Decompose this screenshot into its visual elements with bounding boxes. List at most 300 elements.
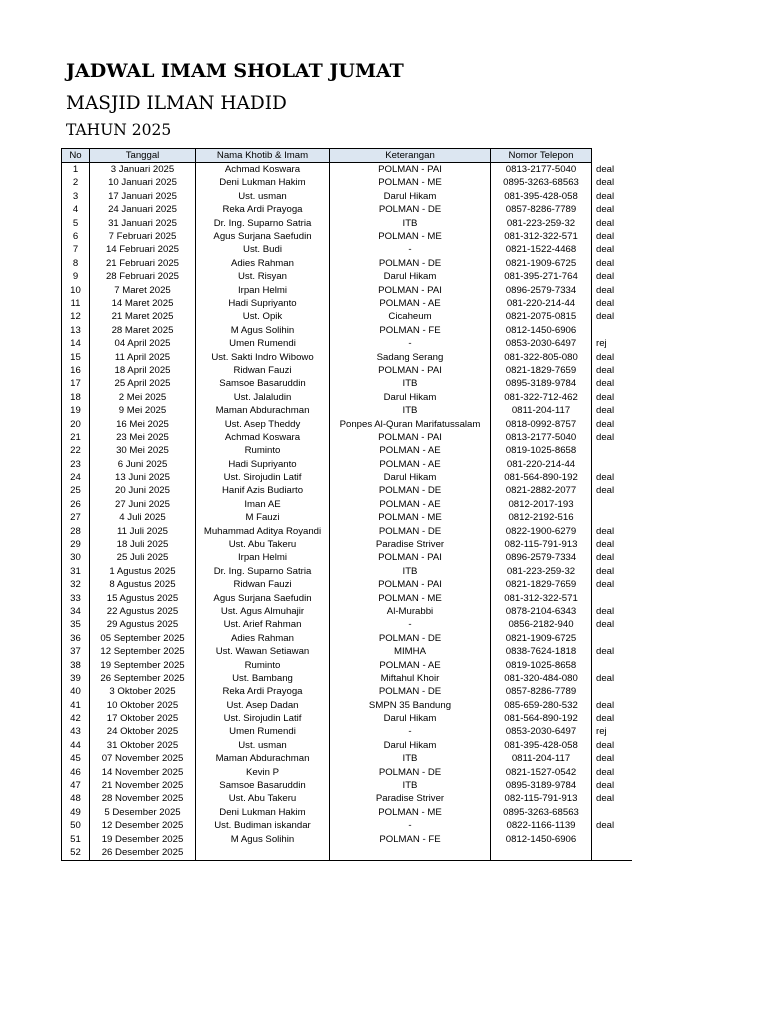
cell-tanggal: 18 Juli 2025 bbox=[90, 538, 196, 551]
table-row bbox=[62, 324, 632, 337]
cell-keterangan: POLMAN - DE bbox=[330, 525, 491, 538]
cell-keterangan: Miftahul Khoir bbox=[330, 672, 491, 685]
cell-nama: Umen Rumendi bbox=[196, 337, 330, 350]
year-label: TAHUN 2025 bbox=[66, 121, 172, 139]
cell-keterangan: POLMAN - DE bbox=[330, 766, 491, 779]
cell-tanggal: 10 Oktober 2025 bbox=[90, 699, 196, 712]
cell-nama: Achmad Koswara bbox=[196, 431, 330, 444]
cell-telepon: 0811-204-117 bbox=[491, 404, 592, 417]
cell-keterangan: POLMAN - FE bbox=[330, 833, 491, 846]
table-row bbox=[62, 257, 632, 270]
cell-keterangan: POLMAN - FE bbox=[330, 324, 491, 337]
table-row bbox=[62, 712, 632, 725]
cell-tanggal: 22 Agustus 2025 bbox=[90, 605, 196, 618]
cell-status: deal bbox=[596, 539, 615, 551]
cell-status: deal bbox=[596, 418, 615, 430]
cell-telepon: 0895-3189-9784 bbox=[491, 779, 592, 792]
cell-keterangan: - bbox=[330, 726, 491, 739]
table-header-row bbox=[62, 149, 632, 163]
cell-no: 10 bbox=[62, 284, 90, 297]
table-row bbox=[62, 204, 632, 217]
cell-tanggal: 25 April 2025 bbox=[90, 378, 196, 391]
table-row bbox=[62, 230, 632, 243]
cell-telepon: 0896-2579-7334 bbox=[491, 552, 592, 565]
cell-no: 43 bbox=[62, 726, 90, 739]
cell-telepon: 0853-2030-6497 bbox=[491, 726, 592, 739]
cell-status bbox=[592, 592, 632, 605]
cell-status: deal bbox=[596, 284, 615, 296]
cell-status: deal bbox=[596, 271, 615, 283]
cell-telepon: 081-564-890-192 bbox=[491, 471, 592, 484]
cell-telepon: 0821-2075-0815 bbox=[491, 311, 592, 324]
cell-no: 13 bbox=[62, 324, 90, 337]
cell-nama: Hadi Supriyanto bbox=[196, 458, 330, 471]
cell-no: 42 bbox=[62, 712, 90, 725]
cell-tanggal: 31 Oktober 2025 bbox=[90, 739, 196, 752]
cell-telepon: 081-322-712-462 bbox=[491, 391, 592, 404]
table-row bbox=[62, 779, 632, 792]
cell-keterangan: - bbox=[330, 337, 491, 350]
cell-keterangan: MIMHA bbox=[330, 645, 491, 658]
cell-nama: Ust. Asep Dadan bbox=[196, 699, 330, 712]
cell-no: 20 bbox=[62, 418, 90, 431]
cell-no: 26 bbox=[62, 498, 90, 511]
cell-keterangan: POLMAN - AE bbox=[330, 498, 491, 511]
table-row bbox=[62, 565, 632, 578]
cell-nama: Agus Surjana Saefudin bbox=[196, 230, 330, 243]
cell-status: deal bbox=[596, 311, 615, 323]
cell-telepon: 0822-1166-1139 bbox=[491, 820, 592, 833]
cell-nama: Deni Lukman Hakim bbox=[196, 177, 330, 190]
cell-nama: Achmad Koswara bbox=[196, 163, 330, 177]
table-row bbox=[62, 806, 632, 819]
table-row bbox=[62, 284, 632, 297]
cell-nama: Samsoe Basaruddin bbox=[196, 378, 330, 391]
cell-no: 16 bbox=[62, 364, 90, 377]
cell-tanggal: 17 Januari 2025 bbox=[90, 190, 196, 203]
column-header-status bbox=[592, 149, 632, 163]
column-header-keterangan: Keterangan bbox=[330, 149, 491, 163]
cell-status: deal bbox=[596, 297, 615, 309]
cell-nama: Ust. Budiman iskandar bbox=[196, 820, 330, 833]
cell-no: 50 bbox=[62, 820, 90, 833]
table-row bbox=[62, 605, 632, 618]
cell-status: deal bbox=[596, 217, 615, 229]
cell-telepon: 081-395-428-058 bbox=[491, 190, 592, 203]
cell-keterangan: Darul Hikam bbox=[330, 271, 491, 284]
cell-status: deal bbox=[596, 405, 615, 417]
cell-keterangan: ITB bbox=[330, 217, 491, 230]
cell-status: deal bbox=[596, 485, 615, 497]
cell-status bbox=[592, 458, 632, 471]
table-row bbox=[62, 672, 632, 685]
cell-keterangan: POLMAN - PAI bbox=[330, 364, 491, 377]
cell-nama: M Agus Solihin bbox=[196, 833, 330, 846]
cell-nama: Adies Rahman bbox=[196, 257, 330, 270]
cell-nama: Deni Lukman Hakim bbox=[196, 806, 330, 819]
cell-telepon: 0821-1527-0542 bbox=[491, 766, 592, 779]
cell-tanggal: 21 Maret 2025 bbox=[90, 311, 196, 324]
cell-nama: Ust. Agus Almuhajir bbox=[196, 605, 330, 618]
cell-telepon: 081-320-484-080 bbox=[491, 672, 592, 685]
cell-telepon: 0896-2579-7334 bbox=[491, 284, 592, 297]
cell-status: deal bbox=[596, 391, 615, 403]
cell-telepon: 0813-2177-5040 bbox=[491, 431, 592, 444]
page-title: JADWAL IMAM SHOLAT JUMAT bbox=[66, 60, 404, 82]
cell-no: 34 bbox=[62, 605, 90, 618]
cell-no: 40 bbox=[62, 686, 90, 699]
cell-nama: Ust. Budi bbox=[196, 244, 330, 257]
cell-nama: Ust. Sirojudin Latif bbox=[196, 471, 330, 484]
cell-telepon bbox=[491, 846, 592, 860]
cell-no: 36 bbox=[62, 632, 90, 645]
table-row bbox=[62, 753, 632, 766]
cell-nama: Ust. Sirojudin Latif bbox=[196, 712, 330, 725]
cell-status: deal bbox=[596, 739, 615, 751]
cell-no: 2 bbox=[62, 177, 90, 190]
cell-tanggal: 17 Oktober 2025 bbox=[90, 712, 196, 725]
cell-nama: Ust. usman bbox=[196, 739, 330, 752]
cell-telepon: 0819-1025-8658 bbox=[491, 445, 592, 458]
cell-nama: Hanif Azis Budiarto bbox=[196, 485, 330, 498]
cell-nama: Maman Abdurachman bbox=[196, 404, 330, 417]
cell-status bbox=[592, 686, 632, 699]
table-row bbox=[62, 632, 632, 645]
cell-telepon: 081-220-214-44 bbox=[491, 458, 592, 471]
table-row bbox=[62, 619, 632, 632]
cell-telepon: 0821-1909-6725 bbox=[491, 257, 592, 270]
cell-no: 44 bbox=[62, 739, 90, 752]
cell-nama: Ust. Risyan bbox=[196, 271, 330, 284]
cell-tanggal: 04 April 2025 bbox=[90, 337, 196, 350]
cell-telepon: 0821-2882-2077 bbox=[491, 485, 592, 498]
cell-nama: M Agus Solihin bbox=[196, 324, 330, 337]
cell-no: 7 bbox=[62, 244, 90, 257]
cell-telepon: 081-395-271-764 bbox=[491, 271, 592, 284]
cell-keterangan bbox=[330, 846, 491, 860]
cell-keterangan: Paradise Striver bbox=[330, 538, 491, 551]
cell-keterangan: Darul Hikam bbox=[330, 391, 491, 404]
cell-telepon: 082-115-791-913 bbox=[491, 793, 592, 806]
table-row bbox=[62, 739, 632, 752]
cell-keterangan: ITB bbox=[330, 378, 491, 391]
table-row bbox=[62, 351, 632, 364]
table-row bbox=[62, 244, 632, 257]
cell-nama: Maman Abdurachman bbox=[196, 753, 330, 766]
cell-tanggal: 16 Mei 2025 bbox=[90, 418, 196, 431]
cell-keterangan: POLMAN - ME bbox=[330, 512, 491, 525]
cell-status: deal bbox=[596, 699, 615, 711]
table-row bbox=[62, 177, 632, 190]
table-row bbox=[62, 699, 632, 712]
cell-telepon: 0812-2017-193 bbox=[491, 498, 592, 511]
cell-status bbox=[592, 512, 632, 525]
cell-keterangan: SMPN 35 Bandung bbox=[330, 699, 491, 712]
cell-tanggal: 19 Desember 2025 bbox=[90, 833, 196, 846]
cell-keterangan: POLMAN - PAI bbox=[330, 552, 491, 565]
cell-no: 24 bbox=[62, 471, 90, 484]
cell-no: 11 bbox=[62, 297, 90, 310]
cell-keterangan: POLMAN - DE bbox=[330, 257, 491, 270]
cell-tanggal: 18 April 2025 bbox=[90, 364, 196, 377]
cell-keterangan: POLMAN - ME bbox=[330, 592, 491, 605]
cell-status: deal bbox=[596, 820, 615, 832]
table-row bbox=[62, 431, 632, 444]
cell-status: deal bbox=[596, 646, 615, 658]
cell-no: 1 bbox=[62, 163, 90, 177]
cell-no: 23 bbox=[62, 458, 90, 471]
cell-nama: Ust. Abu Takeru bbox=[196, 793, 330, 806]
cell-tanggal: 21 November 2025 bbox=[90, 779, 196, 792]
cell-telepon: 0812-1450-6906 bbox=[491, 833, 592, 846]
cell-status: deal bbox=[596, 525, 615, 537]
cell-tanggal: 24 Oktober 2025 bbox=[90, 726, 196, 739]
cell-keterangan: POLMAN - AE bbox=[330, 659, 491, 672]
column-header-no: No bbox=[62, 149, 90, 163]
cell-telepon: 0821-1829-7659 bbox=[491, 364, 592, 377]
cell-tanggal: 1 Agustus 2025 bbox=[90, 565, 196, 578]
table-row bbox=[62, 445, 632, 458]
column-header-telepon: Nomor Telepon bbox=[491, 149, 592, 163]
cell-no: 6 bbox=[62, 230, 90, 243]
cell-status: deal bbox=[596, 177, 615, 189]
table-row bbox=[62, 471, 632, 484]
cell-nama: Kevin P bbox=[196, 766, 330, 779]
page-subtitle: MASJID ILMAN HADID bbox=[66, 93, 287, 114]
cell-tanggal: 11 Juli 2025 bbox=[90, 525, 196, 538]
cell-no: 17 bbox=[62, 378, 90, 391]
cell-telepon: 081-223-259-32 bbox=[491, 565, 592, 578]
cell-status: deal bbox=[596, 619, 615, 631]
cell-keterangan: - bbox=[330, 244, 491, 257]
cell-status: deal bbox=[596, 257, 615, 269]
cell-nama: Ust. Arief Rahman bbox=[196, 619, 330, 632]
cell-status: deal bbox=[596, 780, 615, 792]
cell-nama: Umen Rumendi bbox=[196, 726, 330, 739]
cell-no: 18 bbox=[62, 391, 90, 404]
cell-telepon: 0878-2104-6343 bbox=[491, 605, 592, 618]
cell-no: 39 bbox=[62, 672, 90, 685]
cell-nama: Iman AE bbox=[196, 498, 330, 511]
cell-status: rej bbox=[596, 338, 607, 350]
table-row bbox=[62, 378, 632, 391]
cell-tanggal: 11 April 2025 bbox=[90, 351, 196, 364]
cell-no: 37 bbox=[62, 645, 90, 658]
cell-nama: Reka Ardi Prayoga bbox=[196, 204, 330, 217]
column-header-nama: Nama Khotib & Imam bbox=[196, 149, 330, 163]
cell-status: deal bbox=[596, 472, 615, 484]
cell-status bbox=[592, 445, 632, 458]
cell-keterangan: POLMAN - AE bbox=[330, 297, 491, 310]
cell-no: 22 bbox=[62, 445, 90, 458]
cell-nama: Samsoe Basaruddin bbox=[196, 779, 330, 792]
cell-no: 19 bbox=[62, 404, 90, 417]
cell-status bbox=[592, 659, 632, 672]
cell-no: 35 bbox=[62, 619, 90, 632]
table-row bbox=[62, 793, 632, 806]
cell-nama: Ust. Opik bbox=[196, 311, 330, 324]
cell-status: deal bbox=[596, 163, 615, 175]
cell-status bbox=[592, 846, 632, 860]
cell-telepon: 0853-2030-6497 bbox=[491, 337, 592, 350]
cell-keterangan: ITB bbox=[330, 404, 491, 417]
cell-tanggal: 27 Juni 2025 bbox=[90, 498, 196, 511]
table-row bbox=[62, 579, 632, 592]
table-row bbox=[62, 163, 632, 177]
cell-status: deal bbox=[596, 190, 615, 202]
cell-status bbox=[592, 632, 632, 645]
cell-no: 51 bbox=[62, 833, 90, 846]
cell-tanggal: 31 Januari 2025 bbox=[90, 217, 196, 230]
cell-status bbox=[592, 324, 632, 337]
cell-nama: Ust. Jalaludin bbox=[196, 391, 330, 404]
cell-nama: Irpan Helmi bbox=[196, 552, 330, 565]
cell-tanggal: 7 Maret 2025 bbox=[90, 284, 196, 297]
cell-keterangan: ITB bbox=[330, 753, 491, 766]
cell-tanggal: 3 Oktober 2025 bbox=[90, 686, 196, 699]
cell-tanggal: 26 September 2025 bbox=[90, 672, 196, 685]
cell-telepon: 0812-1450-6906 bbox=[491, 324, 592, 337]
table-row bbox=[62, 271, 632, 284]
table-row bbox=[62, 820, 632, 833]
cell-status: deal bbox=[596, 753, 615, 765]
cell-status bbox=[592, 833, 632, 846]
cell-no: 9 bbox=[62, 271, 90, 284]
cell-no: 21 bbox=[62, 431, 90, 444]
cell-status: deal bbox=[596, 364, 615, 376]
cell-keterangan: ITB bbox=[330, 779, 491, 792]
cell-status: deal bbox=[596, 204, 615, 216]
cell-keterangan: Darul Hikam bbox=[330, 739, 491, 752]
cell-nama: M Fauzi bbox=[196, 512, 330, 525]
cell-no: 8 bbox=[62, 257, 90, 270]
cell-no: 30 bbox=[62, 552, 90, 565]
cell-nama: Dr. Ing. Suparno Satria bbox=[196, 217, 330, 230]
cell-telepon: 0856-2182-940 bbox=[491, 619, 592, 632]
cell-status: deal bbox=[596, 672, 615, 684]
cell-telepon: 081-322-805-080 bbox=[491, 351, 592, 364]
cell-telepon: 0822-1900-6279 bbox=[491, 525, 592, 538]
cell-telepon: 0812-2192-516 bbox=[491, 512, 592, 525]
cell-telepon: 0811-204-117 bbox=[491, 753, 592, 766]
cell-telepon: 081-220-214-44 bbox=[491, 297, 592, 310]
cell-keterangan: Darul Hikam bbox=[330, 471, 491, 484]
table-row bbox=[62, 311, 632, 324]
cell-no: 41 bbox=[62, 699, 90, 712]
cell-keterangan: POLMAN - DE bbox=[330, 686, 491, 699]
cell-tanggal: 05 September 2025 bbox=[90, 632, 196, 645]
cell-tanggal: 25 Juli 2025 bbox=[90, 552, 196, 565]
schedule-table bbox=[61, 148, 632, 861]
cell-tanggal: 20 Juni 2025 bbox=[90, 485, 196, 498]
cell-no: 48 bbox=[62, 793, 90, 806]
cell-tanggal: 28 November 2025 bbox=[90, 793, 196, 806]
cell-tanggal: 12 September 2025 bbox=[90, 645, 196, 658]
cell-no: 49 bbox=[62, 806, 90, 819]
cell-nama: Ust. Wawan Setiawan bbox=[196, 645, 330, 658]
cell-status: deal bbox=[596, 552, 615, 564]
cell-telepon: 0895-3189-9784 bbox=[491, 378, 592, 391]
cell-keterangan: Ponpes Al-Quran Marifatussalam bbox=[330, 418, 491, 431]
table-row bbox=[62, 525, 632, 538]
cell-no: 38 bbox=[62, 659, 90, 672]
cell-no: 3 bbox=[62, 190, 90, 203]
cell-telepon: 0813-2177-5040 bbox=[491, 163, 592, 177]
cell-tanggal: 14 Maret 2025 bbox=[90, 297, 196, 310]
cell-nama: Ust. Bambang bbox=[196, 672, 330, 685]
cell-telepon: 081-395-428-058 bbox=[491, 739, 592, 752]
cell-tanggal: 19 September 2025 bbox=[90, 659, 196, 672]
table-row bbox=[62, 538, 632, 551]
cell-tanggal: 28 Maret 2025 bbox=[90, 324, 196, 337]
cell-tanggal: 30 Mei 2025 bbox=[90, 445, 196, 458]
cell-no: 46 bbox=[62, 766, 90, 779]
cell-status: deal bbox=[596, 565, 615, 577]
cell-telepon: 0838-7624-1818 bbox=[491, 645, 592, 658]
table-row bbox=[62, 458, 632, 471]
cell-tanggal: 6 Juni 2025 bbox=[90, 458, 196, 471]
cell-status: deal bbox=[596, 431, 615, 443]
cell-tanggal: 13 Juni 2025 bbox=[90, 471, 196, 484]
cell-tanggal: 9 Mei 2025 bbox=[90, 404, 196, 417]
table-row bbox=[62, 592, 632, 605]
cell-keterangan: POLMAN - PAI bbox=[330, 431, 491, 444]
table-row bbox=[62, 686, 632, 699]
cell-keterangan: POLMAN - AE bbox=[330, 445, 491, 458]
cell-tanggal: 29 Agustus 2025 bbox=[90, 619, 196, 632]
table-row bbox=[62, 485, 632, 498]
cell-keterangan: Al-Murabbi bbox=[330, 605, 491, 618]
cell-telepon: 0821-1522-4468 bbox=[491, 244, 592, 257]
cell-keterangan: POLMAN - ME bbox=[330, 230, 491, 243]
cell-no: 14 bbox=[62, 337, 90, 350]
cell-keterangan: - bbox=[330, 820, 491, 833]
cell-keterangan: - bbox=[330, 619, 491, 632]
table-row bbox=[62, 552, 632, 565]
cell-telepon: 0818-0992-8757 bbox=[491, 418, 592, 431]
cell-telepon: 0819-1025-8658 bbox=[491, 659, 592, 672]
cell-no: 52 bbox=[62, 846, 90, 860]
cell-keterangan: Sadang Serang bbox=[330, 351, 491, 364]
cell-nama: Adies Rahman bbox=[196, 632, 330, 645]
cell-tanggal: 28 Februari 2025 bbox=[90, 271, 196, 284]
cell-status: rej bbox=[596, 726, 607, 738]
cell-tanggal: 5 Desember 2025 bbox=[90, 806, 196, 819]
cell-status bbox=[592, 498, 632, 511]
cell-status: deal bbox=[596, 231, 615, 243]
cell-status: deal bbox=[596, 378, 615, 390]
cell-telepon: 0857-8286-7789 bbox=[491, 204, 592, 217]
cell-telepon: 0821-1909-6725 bbox=[491, 632, 592, 645]
cell-tanggal: 14 Februari 2025 bbox=[90, 244, 196, 257]
cell-keterangan: Darul Hikam bbox=[330, 190, 491, 203]
cell-nama: Muhammad Aditya Royandi bbox=[196, 525, 330, 538]
cell-keterangan: POLMAN - AE bbox=[330, 458, 491, 471]
cell-tanggal: 4 Juli 2025 bbox=[90, 512, 196, 525]
table-row bbox=[62, 726, 632, 739]
cell-no: 47 bbox=[62, 779, 90, 792]
cell-tanggal: 07 November 2025 bbox=[90, 753, 196, 766]
cell-nama: Irpan Helmi bbox=[196, 284, 330, 297]
cell-status: deal bbox=[596, 244, 615, 256]
table-row bbox=[62, 337, 632, 350]
cell-nama: Ridwan Fauzi bbox=[196, 579, 330, 592]
cell-telepon: 082-115-791-913 bbox=[491, 538, 592, 551]
cell-nama: Ust. Sakti Indro Wibowo bbox=[196, 351, 330, 364]
cell-keterangan: POLMAN - ME bbox=[330, 177, 491, 190]
cell-keterangan: POLMAN - ME bbox=[330, 806, 491, 819]
table-row bbox=[62, 391, 632, 404]
